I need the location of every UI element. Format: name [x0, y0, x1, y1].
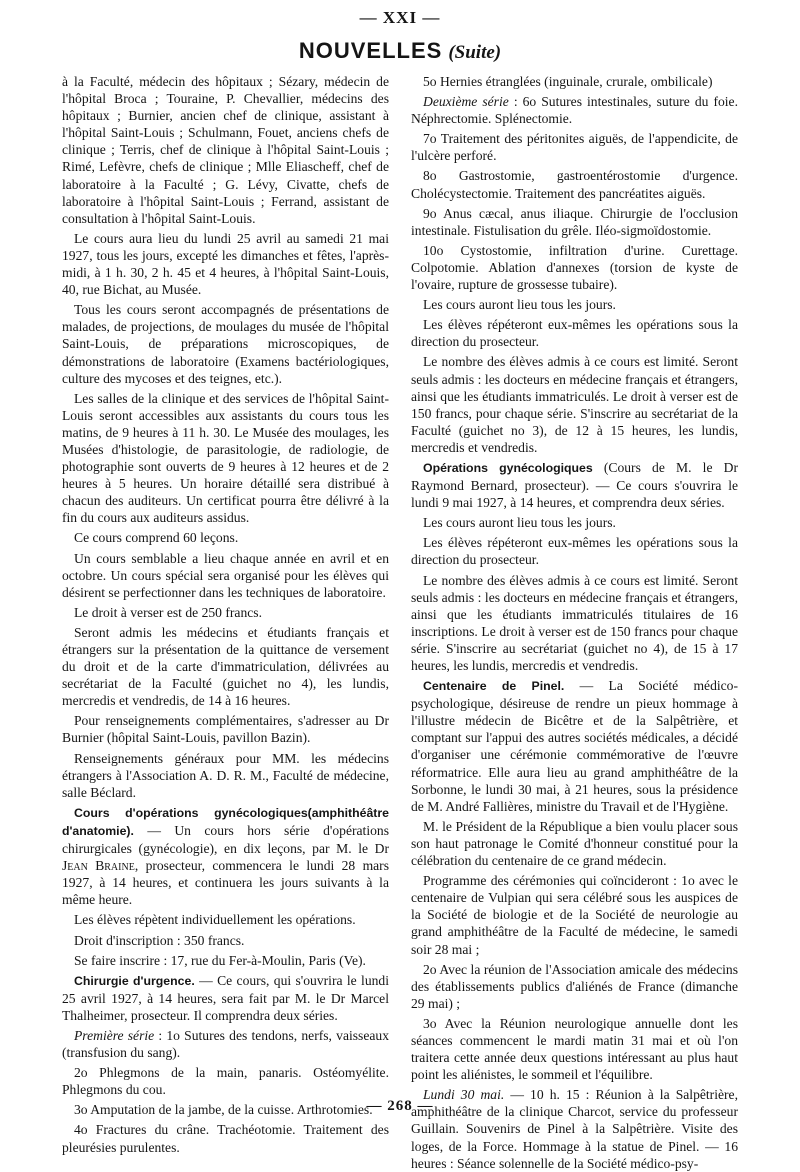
paragraph: Les élèves répètent individuellement les opérations.	[74, 912, 356, 928]
left-column	[62, 73, 390, 1155]
paragraph	[411, 459, 738, 511]
series-label: Première série	[74, 1027, 155, 1043]
section-title: NOUVELLES	[298, 38, 443, 63]
paragraph	[62, 972, 389, 1024]
paragraph-text: : 1o Sutures des tendons, nerfs, vaisseaux (transfusion du sang).	[62, 1027, 389, 1061]
paragraph: 2o Phlegmons de la main, panaris. Ostéomyélite. Phlegmons du cou.	[62, 1065, 389, 1098]
paragraph	[62, 1027, 389, 1061]
paragraph: Pour renseignements complémentaires, s'adresser au Dr Burnier (hôpital Saint-Louis, pavillon Bazin).	[62, 713, 389, 746]
date-label: Lundi 30 mai.	[423, 1087, 505, 1103]
paragraph: 8o Gastrostomie, gastroentérostomie d'urgence. Cholécystectomie. Traitement des pancréatites aiguës.	[411, 168, 738, 201]
paragraph: Tous les cours seront accompagnés de présentations de malades, de projections, de moulages du musée de l'hôpital Saint-Louis, de préparations microscopiques, de démonstrations de laboratoire (Examens bactériologiques, culture des mycoses et des teignes, etc.).	[62, 302, 389, 386]
paragraph: 5o Hernies étranglées (inguinale, crurale, ombilicale)	[423, 74, 713, 89]
paragraph-text: — Un cours hors série d'opérations chirurgicales (gynécologie), en dix leçons, par M. le Dr	[62, 822, 389, 857]
paragraph: Le cours aura lieu du lundi 25 avril au samedi 21 mai 1927, tous les jours, excepté les dimanches et fêtes, l'après-midi, à 1 h. 30, 2 h. 45 et 4 heures, à l'hôpital Saint-Louis, 40, rue Bichat, au Musée.	[62, 230, 389, 298]
paragraph	[411, 677, 738, 815]
paragraph: Les salles de la clinique et des services de l'hôpital Saint-Louis seront accessibles aux assistants du cours tous les matins, de 9 heures à 11 h. 30. Le Musée des moulages, les Musées d'histologie, de parasitologie, de radiologie, de photographie sont ouverts de 9 heures à 12 heures et de 2 heures à 5 heures. Un horaire détaillé sera distribué à chacun des auditeurs. Un certificat pourra être délivré à la fin du cours aux auditeurs assidus.	[62, 390, 389, 526]
news-item-heading: Centenaire de Pinel.	[423, 679, 565, 694]
paragraph: 10o Cystostomie, infiltration d'urine. Curettage. Colpotomie. Ablation d'annexes (torsion de kyste de l'ovaire, rupture de grossesse tubaire).	[411, 242, 738, 293]
paragraph: Le nombre des élèves admis à ce cours est limité. Seront seuls admis : les docteurs en médecine français et étrangers, ainsi que les étudiants immatriculés. Le droit à verser est de 150 francs, pour chaque série. S'inscrire au secrétariat de la Faculté (guichet no 3), de 12 à 15 heures, les lundis, mercredis et vendredis.	[411, 354, 738, 455]
paragraph-text: — La Société médico-psychologique, désireuse de rendre un pieux hommage à l'illustre médecin de Bicêtre et de la Salpêtrière, et comptant sur l'appui des autres sociétés médicales, a décidé d'organiser une cérémonie commémorative de l'œuvre réformatrice. Elle aura lieu au grand amphithéâtre de la Sorbonne, le lundi 30 mai, à 21 heures, sous la présidence de M. André Fallières, ministre du Travail et de l'Hygiène.	[411, 678, 739, 814]
paragraph: Les cours auront lieu tous les jours.	[423, 515, 616, 531]
section-subtitle: (Suite)	[448, 42, 502, 63]
series-label: Deuxième série	[423, 94, 509, 110]
paragraph: Le nombre des élèves admis à ce cours est limité. Seront seuls admis : les docteurs en médecine français et étrangers, ainsi que les étudiants immatriculés titulaires de 16 inscriptions. Le droit à verser est de 150 francs pour chaque série. S'inscrire au secrétariat (guichet no 4), de 15 à 17 heures, les lundis, mercredis et vendredis.	[411, 572, 738, 673]
paragraph: Renseignements généraux pour MM. les médecins étrangers à l'Association A. D. R. M., Faculté de médecine, salle Béclard.	[62, 750, 389, 800]
paragraph-text: , prosecteur, commencera le lundi 28 mars 1927, à 14 heures, et continuera les jours suivants à la même heure.	[62, 858, 389, 908]
paragraph: Programme des cérémonies qui coïncideront : 1o avec le centenaire de Vulpian qui sera célébré sous les auspices de la Société de biologie et de la Société de neurologie au grand amphithéâtre de la Faculté de médecine, le samedi soir 28 mai ;	[411, 873, 738, 957]
paragraph-text: — Ce cours, qui s'ouvrira le lundi 25 avril 1927, à 14 heures, sera fait par M. le Dr Marcel Thalheimer, prosecteur. Il comprendra deux séries.	[62, 972, 390, 1023]
paragraph: Les cours auront lieu tous les jours.	[423, 297, 616, 313]
paragraph	[62, 804, 389, 909]
paragraph	[411, 93, 738, 127]
paragraph: 9o Anus cæcal, anus iliaque. Chirurgie de l'occlusion intestinale. Fistulisation du grêle. Iléo-sigmoïdostomie.	[411, 205, 738, 238]
paragraph: 2o Avec la réunion de l'Association amicale des médecins des établissements publics d'aliénés de France (dimanche 29 mai) ;	[411, 961, 738, 1011]
news-item-heading: Opérations gynécologiques	[423, 460, 593, 475]
paragraph: Seront admis les médecins et étudiants français et étrangers sur la présentation de la quittance de versement du droit et de la carte d'immatriculation, délivrées au secrétariat de la Faculté (guichet no 4), les lundis, mercredis et vendredis, de 14 à 16 heures.	[62, 624, 389, 709]
news-item-heading: Chirurgie d'urgence.	[74, 973, 195, 988]
news-item-heading: Cours d'opérations gynécologiques(amphithéâtre d'anatomie).	[62, 805, 389, 838]
paragraph: Le droit à verser est de 250 francs.	[74, 604, 262, 620]
paragraph: Les élèves répéteront eux-mêmes les opérations sous la direction du prosecteur.	[411, 317, 738, 350]
paragraph: 3o Amputation de la jambe, de la cuisse. Arthrotomies.	[74, 1102, 373, 1118]
paragraph: Les élèves répéteront eux-mêmes les opérations sous la direction du prosecteur.	[411, 535, 738, 568]
paragraph: à la Faculté, médecin des hôpitaux ; Sézary, médecin de l'hôpital Broca ; Touraine, P. Chevallier, médecins des hôpitaux ; Burnier, ancien chef de clinique, assistant à l'hôpital Saint-Louis ; Schulmann, Fouet, anciens chefs de clinique ; Terris, chef de clinique à l'hôpital Saint-Louis ; Rimé, Lefèvre, chefs de clinique ; Mlle Eliascheff, chef de laboratoire à la Faculté ; G. Lévy, Civatte, chefs de laboratoire à l'hôpital Saint-Louis ; Ferrand, assistant de consultation à l'hôpital Saint-Louis.	[62, 74, 389, 226]
right-column	[411, 73, 739, 1171]
page-number: — 268 —	[366, 1098, 434, 1114]
paragraph: Ce cours comprend 60 leçons.	[74, 530, 239, 546]
paragraph: 3o Avec la Réunion neurologique annuelle dont les séances commencent le mardi matin 31 mai et où l'on traitera cette année deux questions intéressant au plus haut point les aliénistes, le sommeil et l'équilibre.	[411, 1015, 738, 1083]
paragraph: Un cours semblable a lieu chaque année en avril et en octobre. Un cours spécial sera organisé pour les élèves qui désirent se perfectionner dans les techniques de laboratoire.	[62, 550, 389, 600]
page-number-roman: — XXI —	[359, 8, 441, 27]
paragraph-text: (Cours de M. le Dr Raymond Bernard, prosecteur). — Ce cours s'ouvrira le lundi 9 mai 1927, à 14 heures, et comprendra deux séries.	[411, 459, 738, 511]
paragraph-text: — 10 h. 15 : Réunion à la Salpêtrière, amphithéâtre de la clinique Charcot, service du professeur Guillain. Souvenirs de Pinel à la Salpêtrière. Visite des loges, de la Force. Hommage à la statue de Pinel. — 16 heures : Séance solennelle de la Société médico-psy-	[411, 1087, 738, 1171]
paragraph: 7o Traitement des péritonites aiguës, de l'appendicite, de l'ulcère perforé.	[411, 131, 738, 164]
paragraph: M. le Président de la République a bien voulu placer sous son haut patronage le Comité d'honneur constitué pour la célébration du centenaire de ce grand médecin.	[411, 818, 738, 869]
paragraph-text: : 6o Sutures intestinales, suture du foie. Néphrectomie. Splénectomie.	[411, 94, 738, 127]
section-heading	[0, 38, 800, 64]
paragraph: Se faire inscrire : 17, rue du Fer-à-Moulin, Paris (Ve).	[74, 952, 366, 968]
paragraph: Droit d'inscription : 350 francs.	[74, 932, 245, 948]
person-name: Jean Braine	[62, 858, 135, 874]
paragraph: 4o Fractures du crâne. Trachéotomie. Traitement des pleurésies purulentes.	[62, 1122, 389, 1155]
